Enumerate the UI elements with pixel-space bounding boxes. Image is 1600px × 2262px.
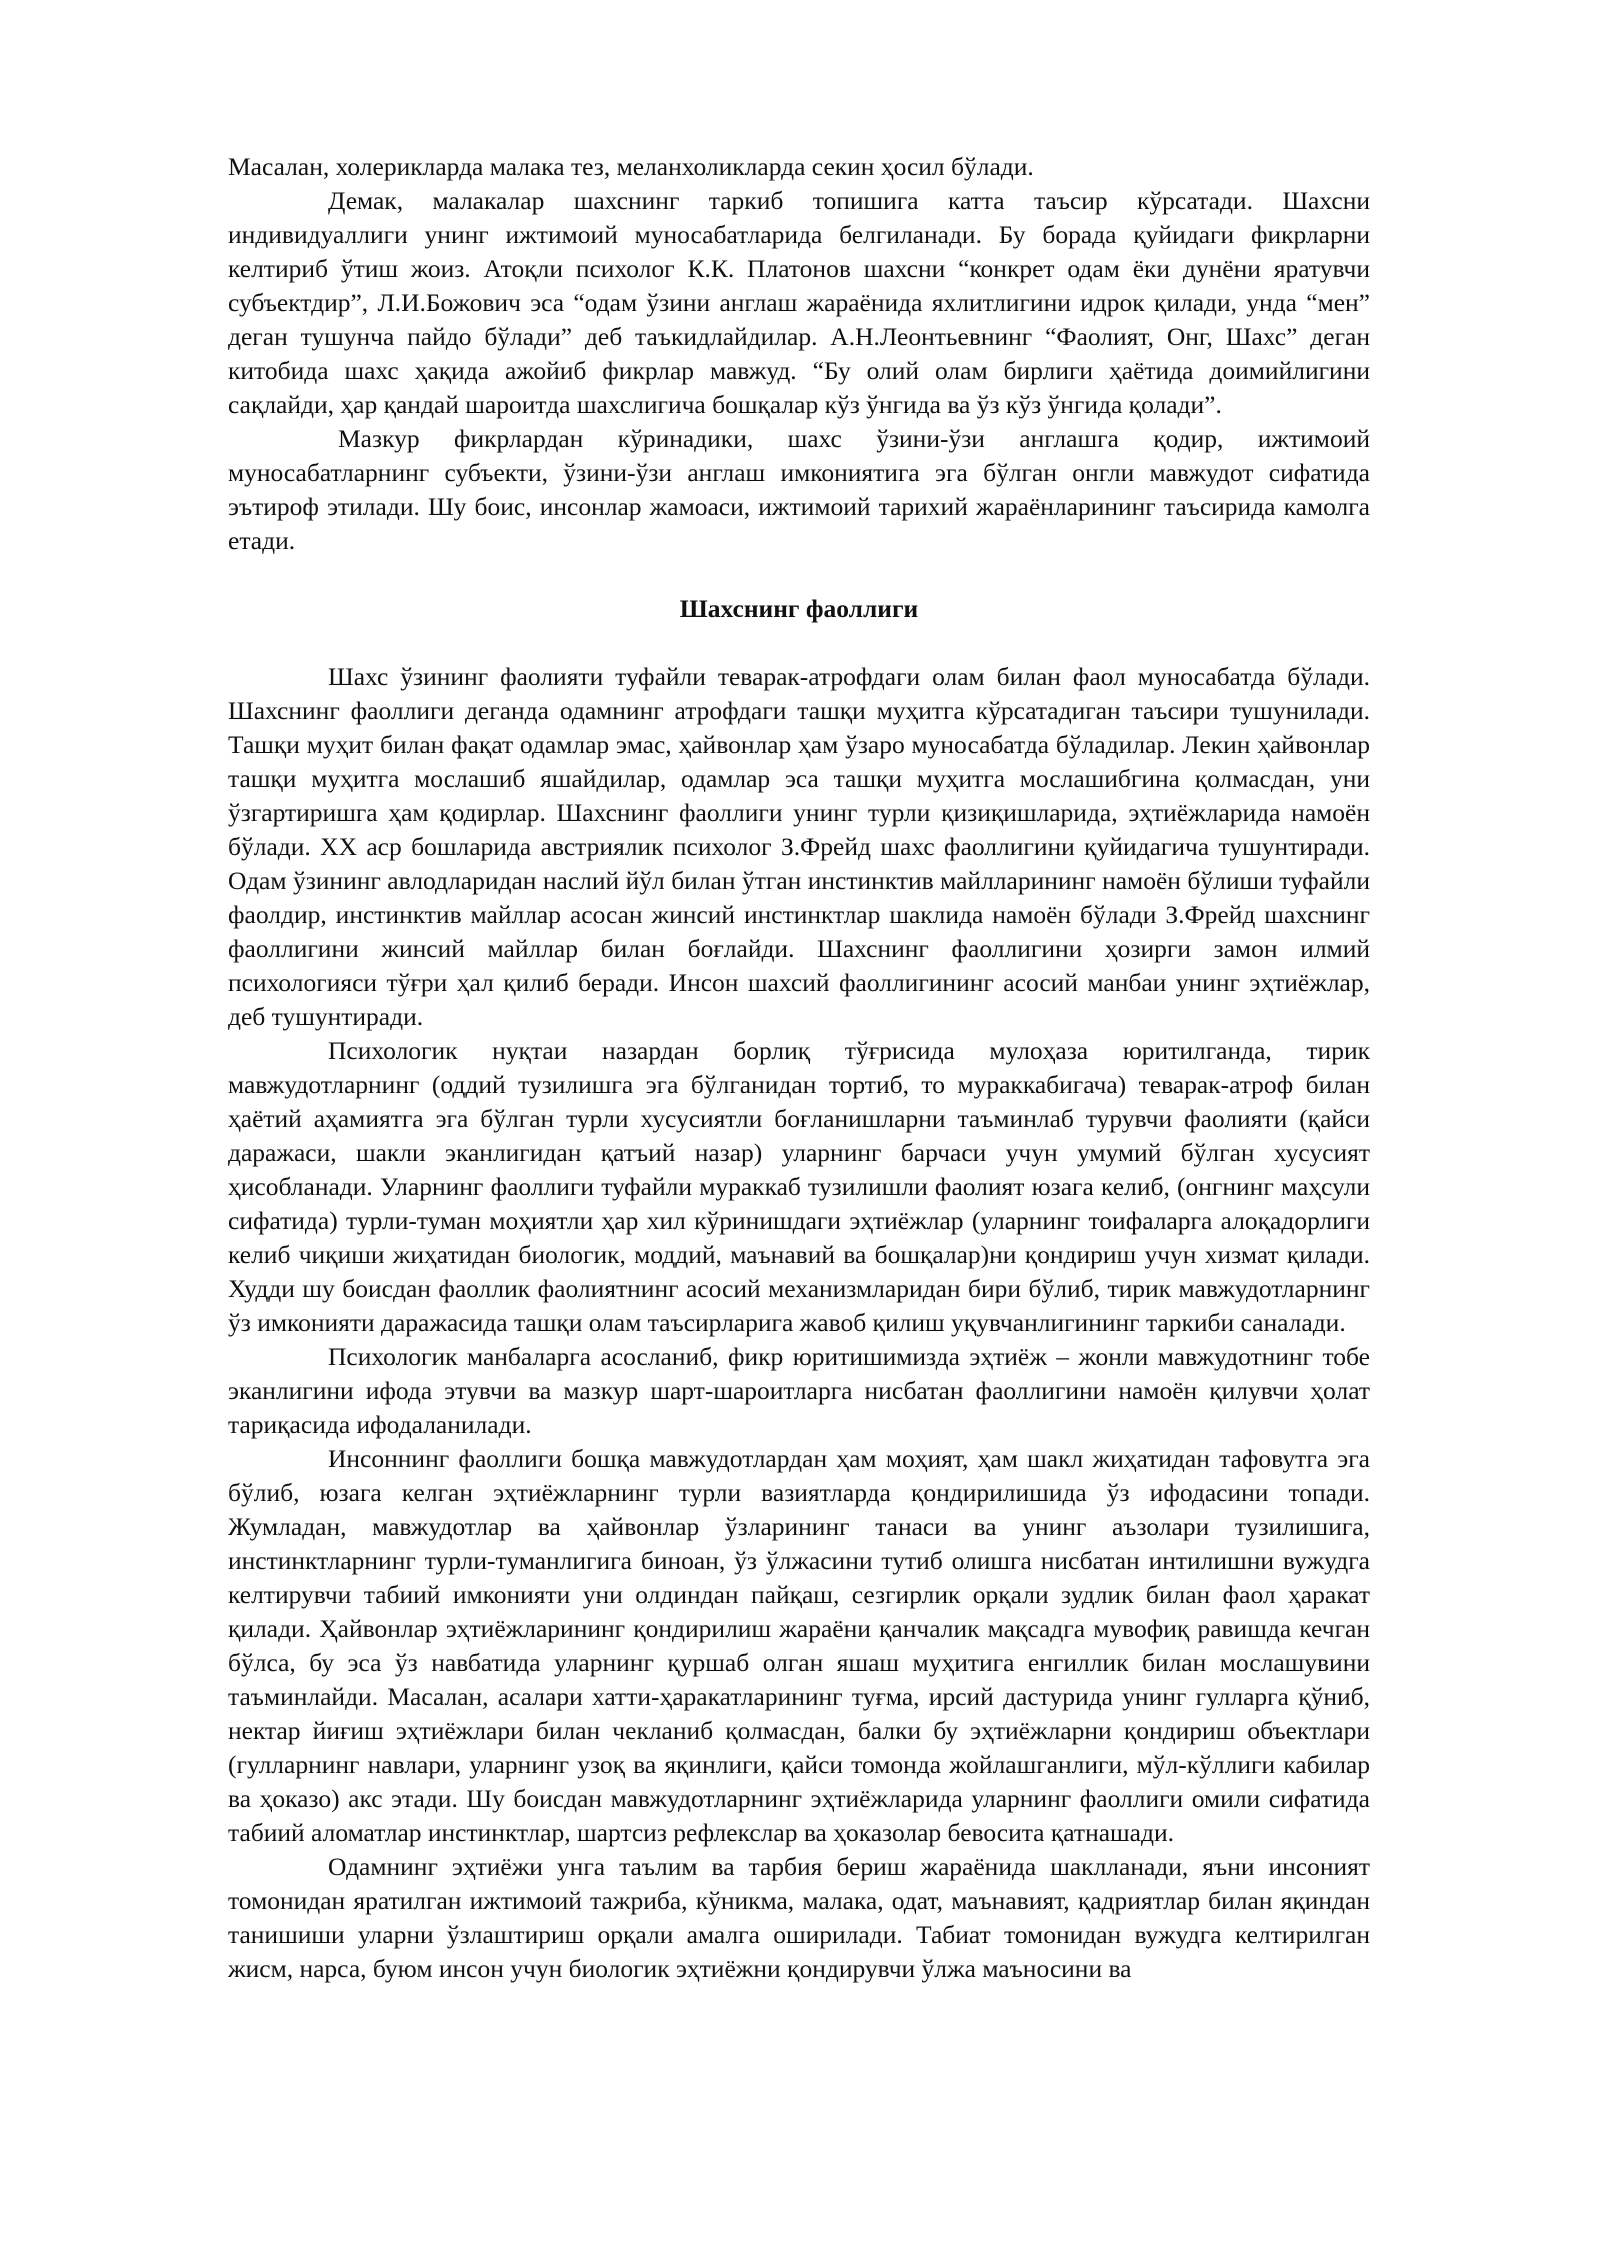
section-heading: Шахснинг фаоллиги [679, 594, 919, 623]
paragraph: Психологик манбаларга асосланиб, фикр юритишимизда эҳтиёж – жонли мавжудотнинг тобе эканлигини ифода этувчи ва мазкур шарт-шароитларга нисбатан фаоллигини намоён қилувчи ҳолат тариқасида ифодаланилади. [228, 1342, 1370, 1439]
paragraph: Психологик нуқтаи назардан борлиқ тўғрисида мулоҳаза юритилганда, тирик мавжудотларнинг (оддий тузилишга эга бўлганидан тортиб, то мураккабигача) теварак-атроф билан ҳаётий аҳамиятга эга бўлган турли хусусиятли боғланишларни таъминлаб турувчи фаолияти (қайси даражаси, шакли эканлигидан қатъий назар) уларнинг барчаси учун умумий бўлган хусусият ҳисобланади. Уларнинг фаоллиги туфайли мураккаб тузилишли фаолият юзага келиб, (онгнинг маҳсули сифатида) турли-туман моҳиятли ҳар хил кўринишдаги эҳтиёжлар (уларнинг тоифаларга алоқадорлиги келиб чиқиши жиҳатидан биологик, моддий, маънавий ва бошқалар)ни қондириш учун хизмат қилади. Худди шу боисдан фаоллик фаолиятнинг асосий механизмларидан бири бўлиб, тирик мавжудотларнинг ўз имконияти даражасида ташқи олам таъсирларига жавоб қилиш уқувчанлигининг таркиби саналади. [228, 1036, 1370, 1337]
paragraph: Инсоннинг фаоллиги бошқа мавжудотлардан ҳам моҳият, ҳам шакл жиҳатидан тафовутга эга бўлиб, юзага келган эҳтиёжларнинг турли вазиятларда қондирилишида ўз ифодасини топади. Жумладан, мавжудотлар ва ҳайвонлар ўзларининг танаси ва унинг аъзолари тузилишига, инстинктларнинг турли-туманлигига биноан, ўз ўлжасини тутиб олишга нисбатан интилишни вужудга келтирувчи табиий имконияти уни олдиндан пайқаш, сезгирлик орқали зудлик билан фаол ҳаракат қилади. Ҳайвонлар эҳтиёжларининг қондирилиш жараёни қанчалик мақсадга мувофиқ равишда кечган бўлса, бу эса ўз навбатида уларнинг қуршаб олган яшаш муҳитига енгиллик билан мослашувини таъминлайди. Масалан, асалари хатти-ҳаракатларининг туғма, ирсий дастурида унинг гулларга қўниб, нектар йиғиш эҳтиёжлари билан чекланиб қолмасдан, балки бу эҳтиёжларни қондириш объектлари (гулларнинг навлари, уларнинг узоқ ва яқинлиги, қайси томонда жойлашганлиги, мўл-кўллиги кабилар ва ҳоказо) акс этади. Шу боисдан мавжудотларнинг эҳтиёжларида уларнинг фаоллиги омили сифатида табиий аломатлар инстинктлар, шартсиз рефлекслар ва ҳоказолар бевосита қатнашади. [228, 1444, 1370, 1847]
paragraph: Демак, малакалар шахснинг таркиб топишига катта таъсир кўрсатади. Шахсни индивидуаллиги унинг ижтимоий муносабатларида белгиланади. Бу борада қуйидаги фикрларни келтириб ўтиш жоиз. Атоқли психолог К.К. Платонов шахсни “конкрет одам ёки дунёни яратувчи субъектдир”, Л.И.Божович эса “одам ўзини англаш жараёнида яхлитлигини идрок қилади, унда “мен” деган тушунча пайдо бўлади” деб таъкидлайдилар. А.Н.Леонтьевнинг “Фаолият, Онг, Шахс” деган китобида шахс ҳақида ажойиб фикрлар мавжуд. “Бу олий олам бирлиги ҳаётида доимийлигини сақлайди, ҳар қандай шароитда шахслигича бошқалар кўз ўнгида ва ўз кўз ўнгида қолади”. [228, 186, 1370, 419]
paragraph: Шахс ўзининг фаолияти туфайли теварак-атрофдаги олам билан фаол муносабатда бўлади. Шахснинг фаоллиги деганда одамнинг атрофдаги ташқи муҳитга кўрсатадиган таъсири тушунилади. Ташқи муҳит билан фақат одамлар эмас, ҳайвонлар ҳам ўзаро муносабатда бўладилар. Лекин ҳайвонлар ташқи муҳитга мослашиб яшайдилар, одамлар эса ташқи муҳитга мослашибгина қолмасдан, уни ўзгартиришга ҳам қодирлар. Шахснинг фаоллиги унинг турли қизиқишларида, эҳтиёжларида намоён бўлади. XX аср бошларида австриялик психолог З.Фрейд шахс фаоллигини қуйидагича тушунтиради. Одам ўзининг авлодларидан наслий йўл билан ўтган инстинктив майлларининг намоён бўлиши туфайли фаолдир, инстинктив майллар асосан жинсий инстинктлар шаклида намоён бўлади З.Фрейд шахснинг фаоллигини жинсий майллар билан боғлайди. Шахснинг фаоллигини ҳозирги замон илмий психологияси тўғри ҳал қилиб беради. Инсон шахсий фаоллигининг асосий манбаи унинг эҳтиёжлар, деб тушунтиради. [228, 662, 1370, 1031]
paragraph: Одамнинг эҳтиёжи унга таълим ва тарбия бериш жараёнида шаклланади, яъни инсоният томонидан яратилган ижтимоий тажриба, кўникма, малака, одат, маънавият, қадриятлар билан яқиндан танишиши уларни ўзлаштириш орқали амалга оширилади. Табиат томонидан вужудга келтирилган жисм, нарса, буюм инсон учун биологик эҳтиёжни қондирувчи ўлжа маъносини ва [228, 1852, 1370, 1983]
paragraph: Мазкур фикрлардан кўринадики, шахс ўзини-ўзи англашга қодир, ижтимоий муносабатларнинг субъекти, ўзини-ўзи англаш имкониятига эга бўлган онгли мавжудот сифатида эътироф этилади. Шу боис, инсонлар жамоаси, ижтимоий тарихий жараёнларининг таъсирида камолга етади. [228, 424, 1370, 555]
document-page [228, 150, 1370, 1986]
paragraph: Масалан, холерикларда малака тез, меланхоликларда секин ҳосил бўлади. [228, 152, 1034, 181]
